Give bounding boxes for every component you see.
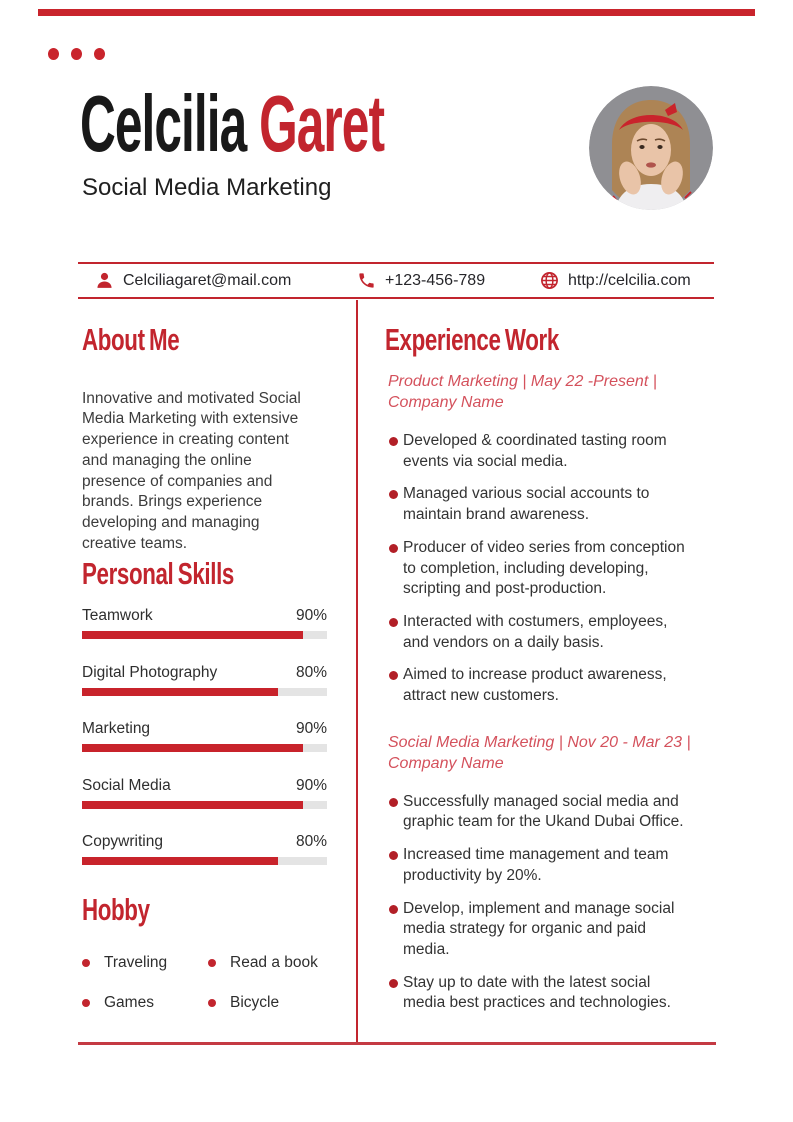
job-heading: Social Media Marketing | Nov 20 - Mar 23 | Company Name bbox=[388, 733, 691, 772]
profile-photo-illustration bbox=[589, 86, 713, 210]
about-section-title: About Me bbox=[82, 322, 180, 357]
skill-progress-fill bbox=[82, 688, 278, 696]
skill-percent: 90% bbox=[295, 607, 327, 624]
skill-item bbox=[82, 776, 327, 809]
job-title: Social Media Marketing bbox=[82, 174, 332, 201]
hobby-item bbox=[208, 953, 362, 973]
skill-progress-bar bbox=[82, 744, 327, 752]
skill-label: Copywriting bbox=[82, 833, 163, 850]
top-accent-bar bbox=[38, 9, 755, 16]
skill-item bbox=[82, 832, 327, 865]
skill-label: Digital Photography bbox=[82, 663, 218, 681]
skill-percent: 90% bbox=[295, 720, 327, 737]
person-name bbox=[80, 79, 570, 168]
last-name: Garet bbox=[259, 79, 385, 168]
job-bullet: Stay up to date with the latest social media best practices and technologies. bbox=[385, 973, 725, 1014]
skill-percent: 80% bbox=[295, 833, 327, 850]
skill-progress-fill bbox=[82, 857, 278, 865]
contact-email[interactable] bbox=[95, 264, 291, 297]
skill-item bbox=[82, 606, 327, 639]
job-entry bbox=[385, 732, 725, 1014]
contact-website[interactable] bbox=[540, 264, 691, 297]
skill-progress-fill bbox=[82, 801, 303, 809]
contact-phone-value: +123-456-789 bbox=[385, 271, 486, 289]
job-bullet: Successfully managed social media and graphic team for the Ukand Dubai Office. bbox=[385, 792, 725, 833]
hobby-item bbox=[82, 993, 208, 1013]
skill-label: Marketing bbox=[82, 720, 151, 737]
experience-section-title: Experience Work bbox=[385, 322, 559, 357]
hobby-label: Bicycle bbox=[230, 994, 280, 1011]
skill-progress-fill bbox=[82, 744, 303, 752]
skill-item bbox=[82, 719, 327, 752]
hobby-item bbox=[82, 953, 208, 973]
skill-progress-bar bbox=[82, 857, 327, 865]
hobby-list bbox=[82, 953, 362, 1033]
job-heading: Product Marketing | May 22 -Present | Company Name bbox=[388, 373, 657, 411]
hobby-label: Games bbox=[104, 994, 154, 1011]
bottom-divider bbox=[78, 1042, 716, 1045]
job-bullet: Increased time management and team productivity by 20%. bbox=[385, 845, 725, 886]
hobby-row bbox=[82, 993, 362, 1013]
job-bullet: Producer of video series from conception to completion, including developing, scripting and post-production. bbox=[385, 538, 725, 600]
skill-label: Teamwork bbox=[82, 607, 153, 624]
job-bullet-list bbox=[385, 431, 725, 707]
job-bullet: Aimed to increase product awareness, attract new customers. bbox=[385, 665, 725, 706]
contact-email-value: Celciliagaret@mail.com bbox=[123, 271, 292, 289]
skill-item bbox=[82, 663, 327, 696]
decorative-dots bbox=[48, 47, 117, 65]
job-bullet: Managed various social accounts to maintain brand awareness. bbox=[385, 484, 725, 525]
profile-photo bbox=[589, 86, 713, 210]
skill-progress-fill bbox=[82, 631, 303, 639]
skills-list bbox=[82, 606, 327, 889]
job-entry bbox=[385, 371, 725, 707]
job-bullet-list bbox=[385, 792, 725, 1014]
skills-section-title: Personal Skills bbox=[82, 556, 234, 591]
column-divider bbox=[356, 300, 358, 1043]
experience-jobs bbox=[385, 371, 725, 1026]
user-icon bbox=[95, 271, 114, 290]
skill-percent: 90% bbox=[295, 776, 327, 794]
job-bullet: Develop, implement and manage social media strategy for organic and paid media. bbox=[385, 899, 725, 961]
skill-progress-bar bbox=[82, 631, 327, 639]
skill-progress-bar bbox=[82, 688, 327, 696]
job-bullet: Developed & coordinated tasting room events via social media. bbox=[385, 431, 725, 472]
hobby-label: Traveling bbox=[104, 954, 168, 971]
globe-icon bbox=[540, 271, 559, 290]
hobby-label: Read a book bbox=[230, 954, 318, 971]
bullet-dot-icon bbox=[82, 999, 90, 1007]
job-bullet: Interacted with costumers, employees, and vendors on a daily basis. bbox=[385, 612, 725, 653]
phone-icon bbox=[357, 271, 376, 290]
contact-phone[interactable] bbox=[357, 264, 485, 297]
bullet-dot-icon bbox=[208, 959, 216, 967]
contact-website-value: http://celcilia.com bbox=[568, 271, 691, 289]
first-name: Celcilia bbox=[80, 79, 247, 168]
skill-label: Social Media bbox=[82, 776, 171, 794]
bullet-dot-icon bbox=[82, 959, 90, 967]
bullet-dot-icon bbox=[208, 999, 216, 1007]
contact-bar bbox=[78, 262, 714, 299]
skill-progress-bar bbox=[82, 801, 327, 809]
hobby-section-title: Hobby bbox=[82, 892, 150, 927]
about-text: Innovative and motivated Social Media Marketing with extensive experience in creating content and managing the online presence of companies and brands. Brings experience developing and managing creative teams. bbox=[82, 389, 301, 553]
hobby-item bbox=[208, 993, 362, 1013]
hobby-row bbox=[82, 953, 362, 973]
skill-percent: 80% bbox=[295, 663, 327, 681]
